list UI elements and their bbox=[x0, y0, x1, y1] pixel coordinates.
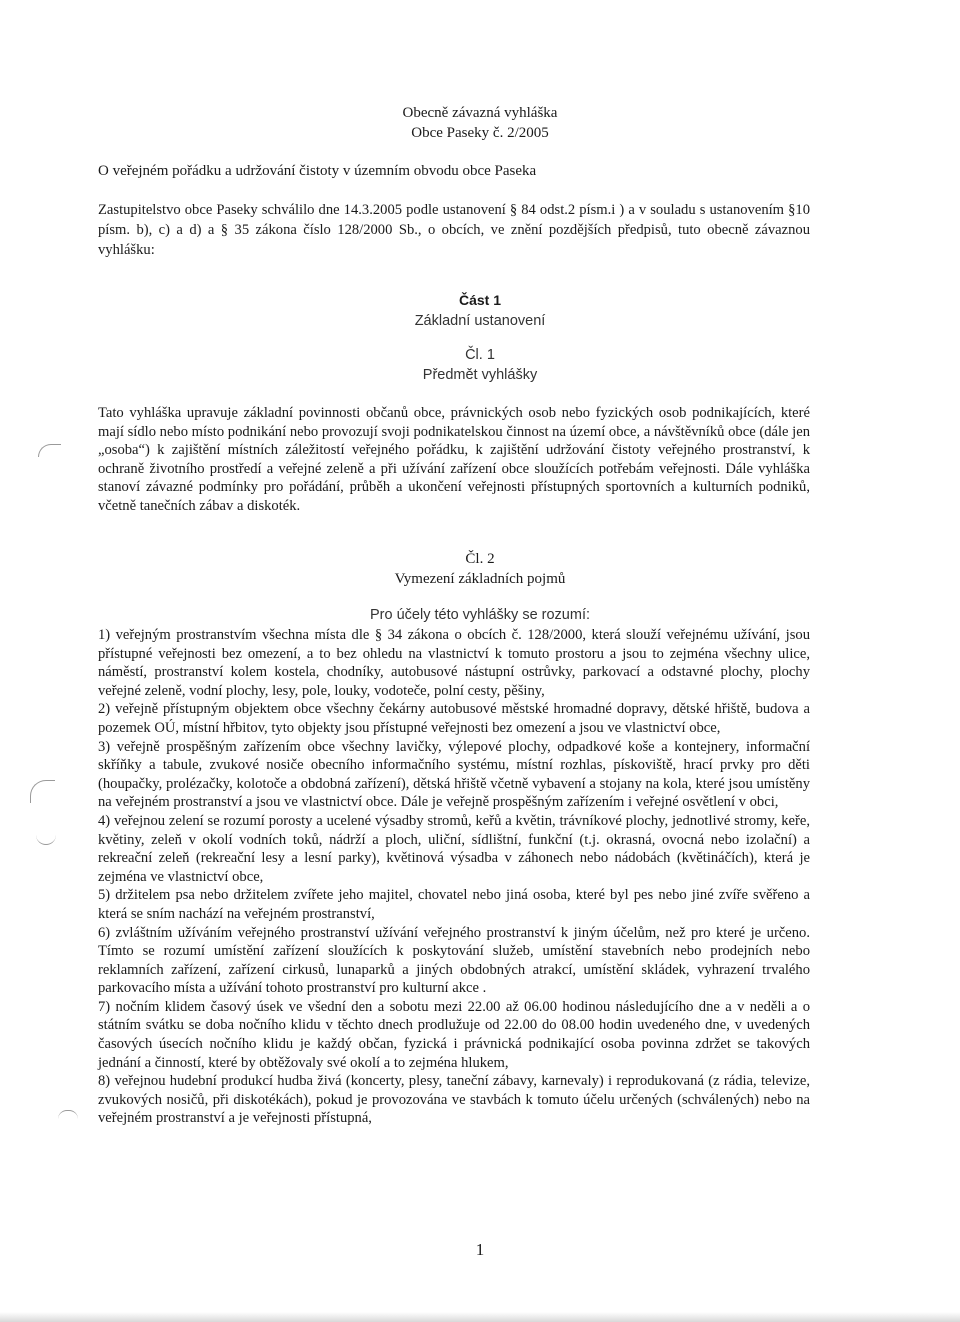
document-subject: O veřejném pořádku a udržování čistoty v územním obvodu obce Paseka bbox=[98, 163, 537, 179]
scan-mark-decoration bbox=[30, 780, 55, 803]
definition-item: 1) veřejným prostranstvím všechna místa dle § 34 zákona o obcích č. 128/2000, která slouží veřejnému užívání, jsou přístupné veřejnosti bez omezení, a to bez ohledu na vlastnictví k tomuto prostoru a jsou to zejména všechny ulice, náměstí, prostranství kolem kostela, chodníky, autobusové nástupní ostrůvky, parkovací a odstavné plochy, plochy veřejné zeleně, vodní plochy, lesy, pole, louky, vodoteče, polní cesty, pěšiny, bbox=[98, 627, 810, 699]
definition-item: 8) veřejnou hudební produkcí hudba živá (koncerty, plesy, taneční zábavy, karnevaly) i reprodukovaná (z rádia, televize, zvukových nosičů, při diskotékách), pokud je provozována ve stavbách k tomuto účelu určených (schválených) nebo na veřejném prostranství a je veřejnosti přístupná, bbox=[98, 1073, 810, 1127]
part1-subheading: Základní ustanovení bbox=[414, 313, 546, 329]
definition-item: 4) veřejnou zelení se rozumí porosty a ucelené výsadby stromů, keřů a květin, trávníkové plochy, jednotlivé stromy, keře, květiny, zeleň v okolí vodních toků, nádrží a ploch, uliční, sídlištní, funkční (t.j. okrasná, ovocná nebo izolační) a rekreační zeleň (rekreační lesy a lesní parky), květinová výsadba v záhonech nebo nádobách (květináčích), která je zejména ve vlastnictví obce, bbox=[98, 812, 810, 885]
scan-bottom-edge bbox=[0, 1312, 960, 1322]
definition-item: 2) veřejně přístupným objektem obce všechny čekárny autobusové městské hromadné dopravy, dětské hřiště, budova a pozemek OÚ, místní hřbitov, tyto objekty jsou přístupné veřejnosti bez omezení a jsou ve vlastnictví obce, bbox=[98, 701, 810, 736]
document-title-line1: Obecně závazná vyhláška bbox=[402, 105, 558, 121]
scan-mark-decoration bbox=[38, 444, 61, 457]
article1-body bbox=[98, 404, 810, 516]
intro-paragraph bbox=[98, 200, 810, 260]
article2-heading: Čl. 2 bbox=[465, 551, 495, 567]
article2-lead: Pro účely této vyhlášky se rozumí: bbox=[370, 607, 590, 623]
scan-mark-decoration bbox=[36, 832, 56, 845]
article1-heading: Čl. 1 bbox=[465, 347, 495, 363]
definition-item: 6) zvláštním užíváním veřejného prostranství užívání veřejného prostranství k jiným účelům, než pro které je určeno. Tímto se rozumí umístění zařízení sloužících k poskytování služeb, umístění stavebních nebo prodejních nebo reklamních zařízení, zařízení cirkusů, lunaparků a jiných obdobných atrakcí, umístění skládek, vyhrazení trvalého parkovacího místa a užívání tohoto prostranství pro kulturní akce . bbox=[98, 924, 810, 997]
definition-item: 3) veřejně prospěšným zařízením obce všechny lavičky, výlepové plochy, odpadkové koše a kontejnery, informační skříňky a tabule, zvukové nosiče obecního informačního systému, místní rozhlas, pískoviště, hrací prvky pro děti (houpačky, prolézačky, kolotoče a obdobná zařízení), dětská hřiště včetně vybavení a stojany na kola, které jsou umístěny na veřejném prostranství a jsou ve vlastnictví obce. Dále je veřejně prospěšným zařízením i veřejné osvětlení v obci, bbox=[98, 738, 810, 811]
page-number: 1 bbox=[475, 1240, 485, 1259]
article2-subheading: Vymezení základních pojmů bbox=[394, 571, 566, 587]
part1-heading: Část 1 bbox=[458, 292, 502, 308]
article1-text: Tato vyhláška upravuje základní povinnosti občanů obce, právnických osob nebo fyzických osob podnikajících, které mají sídlo nebo místo podnikání nebo provozují svoji podnikatelskou činnost na území obce, a návštěvníků obce (dále jen „osoba“) k zajištění místních záležitostí veřejného pořádku, k zajištění udržování čistoty veřejného prostranství, k ochraně životního prostředí a veřejné zeleně a při užívání zařízení obce sloužících potřebám veřejnosti. Dále vyhláška stanoví závazné podmínky pro pořádání, průběh a ukončení veřejnosti přístupných sportovních a kulturních podniků, včetně tanečních zábav a diskoték. bbox=[98, 405, 810, 514]
article2-definitions bbox=[98, 626, 810, 1128]
article1-subheading: Předmět vyhlášky bbox=[422, 367, 538, 383]
scan-mark-decoration bbox=[58, 1110, 78, 1119]
definition-item: 5) držitelem psa nebo držitelem zvířete jeho majitel, chovatel nebo jiná osoba, které byl pes nebo jiné zvíře svěřeno a která se sním nachází na veřejném prostranství, bbox=[98, 887, 810, 922]
document-title-line2: Obce Paseky č. 2/2005 bbox=[411, 125, 549, 141]
definition-item: 7) nočním klidem časový úsek ve všední den a sobotu mezi 22.00 až 06.00 hodinou následujícího dne a v neděli a o státním svátku se doba nočního klidu v těchto dnech prodlužuje od 22.00 do 08.00 hodin uvedeného dne, v uvedených časových úsecích nočního klidu je každý občan, fyzická i právnická podnikající osoba povinna zdržet se takových jednání a činností, které by obtěžovaly své okolí a to zejména hlukem, bbox=[98, 998, 810, 1071]
intro-text: Zastupitelstvo obce Paseky schválilo dne 14.3.2005 podle ustanovení § 84 odst.2 písm.i ) a v souladu s ustanovením §10 písm. b), c) a d) a § 35 zákona číslo 128/2000 Sb., o obcích, ve znění pozdějších předpisů, tuto obecně závaznou vyhlášku: bbox=[98, 202, 810, 258]
